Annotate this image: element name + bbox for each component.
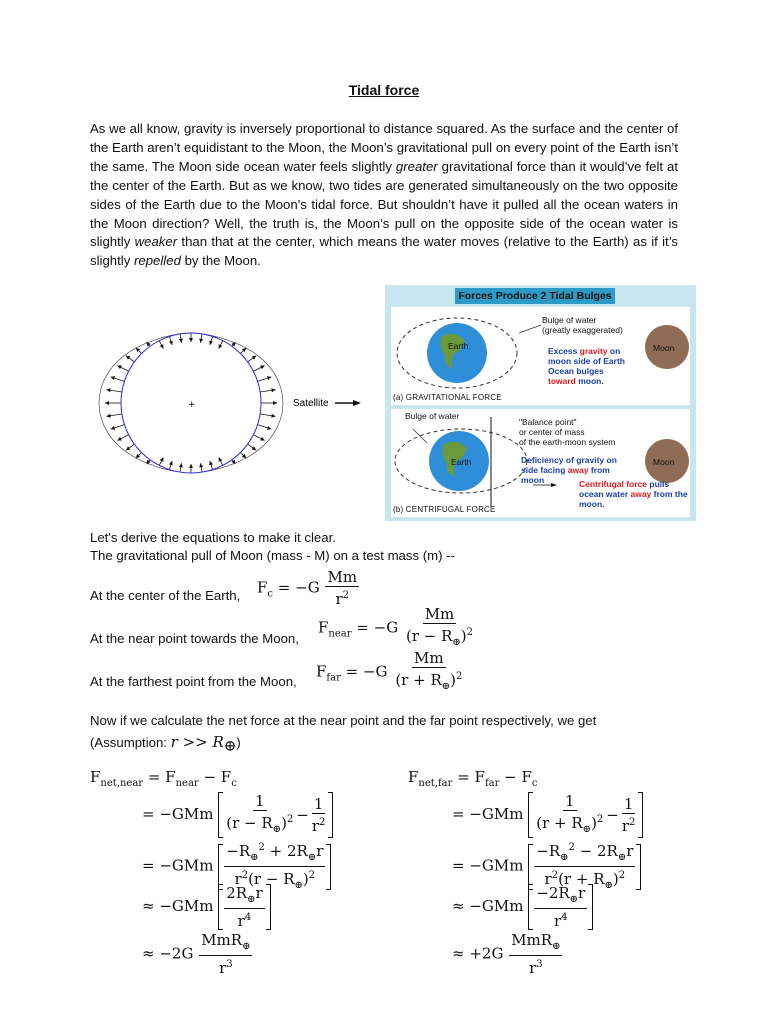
- tidal-arrowhead: [189, 338, 193, 342]
- caption-a: (a) GRAVITATIONAL FORCE: [393, 393, 502, 402]
- eq-f-near: $F_{near} = -G$ $\frac{Mm}{(r - R_\oplus)^2}$: [318, 605, 474, 648]
- tidal-arrowhead: [271, 388, 275, 392]
- tidal-arrowhead: [105, 401, 109, 405]
- tidal-arrowhead: [106, 414, 110, 418]
- panel-a-art: [391, 307, 690, 405]
- satellite-label: Satellite: [293, 398, 329, 409]
- tidal-arrowhead: [252, 356, 256, 360]
- panel-gravitational: [391, 307, 690, 405]
- label-far: At the farthest point from the Moon,: [90, 674, 297, 689]
- excess-gravity-text: Excess gravity on moon side of Earth Ocean bulges toward moon.: [548, 346, 625, 386]
- tidal-arrowhead: [179, 463, 183, 467]
- panel-centrifugal: [391, 409, 690, 517]
- tidal-bulges-figure: [385, 285, 696, 521]
- moon-label-a: Moon: [653, 343, 675, 353]
- tidal-arrowhead: [199, 339, 203, 343]
- eq-net-near-1: $F_{net,near} = F_{near} - F_c$: [90, 768, 237, 789]
- tidal-arrowhead: [189, 464, 193, 468]
- eq-net-near-4: ≈ −GMm $\frac{2R_\oplus r}{r^4}$: [142, 884, 271, 930]
- tidal-arrowhead: [252, 446, 256, 450]
- eq-net-near-2: = −GMm $\frac{1}{(r - R_\oplus)^2}$ − $\frac{1}{r^2}$: [142, 792, 333, 838]
- moon-label-b: Moon: [653, 457, 675, 467]
- eq-f-far: $F_{far} = -G$ $\frac{Mm}{(r + R_\oplus)^2}$: [316, 649, 463, 692]
- tidal-force-diagram: [95, 325, 385, 485]
- eq-net-near-5: ≈ −2G $\frac{MmR_\oplus}{r^3}$: [142, 931, 251, 977]
- label-near: At the near point towards the Moon,: [90, 631, 299, 646]
- earth-label-a: Earth: [448, 341, 469, 351]
- tidal-arrowhead: [179, 339, 183, 343]
- tidal-arrowhead: [273, 401, 277, 405]
- center-mark: +: [188, 400, 196, 410]
- intro-paragraph: As we all know, gravity is inversely proportional to distance squared. As the surface and the center of the Earth aren’t equidistant to the Moon, the Moon’s gravitational pull on every point of the Earth isn’t the same. The Moon side ocean water feels slightly greater gravitational force than it would’ve felt at the center of the Earth. But as we know, two tides are generated simultaneously on the two opposite sides of the Earth due to the Moon's tidal force. But shouldn’t have it pulled all the ocean waters in the Moon direction? Well, the truth is, the Moon’s pull on the opposite side of the ocean water is slightly weaker than that at the center, which means the water moves (relative to the Earth) as if it’s slightly repelled by the Moon.: [90, 121, 678, 269]
- assumption-text: (Assumption: $r >> R_\oplus$): [90, 733, 241, 755]
- tidal-arrowhead: [126, 446, 130, 450]
- eq-f-center: $F_c = -G$ $\frac{Mm}{r^2}$: [257, 568, 358, 608]
- eq-net-far-3: = −GMm $\frac{-R_\oplus^2 - 2R_\oplus r}{r^2(r + R_\oplus)^2}$: [452, 839, 641, 894]
- derive-intro: Let's derive the equations to make it clear.: [90, 530, 336, 545]
- tidal-arrowhead: [106, 388, 110, 392]
- eq-net-far-4: ≈ −GMm $\frac{-2R_\oplus r}{r^4}$: [452, 884, 593, 930]
- eq-net-far-1: $F_{net,far} = F_{far} - F_c$: [408, 768, 538, 789]
- caption-b: (b) CENTRIFUGAL FORCE: [393, 505, 496, 514]
- deficiency-text: Deficiency of gravity on side facing away from moon: [521, 455, 617, 485]
- label-center: At the center of the Earth,: [90, 588, 241, 603]
- tidal-arrowhead: [271, 414, 275, 418]
- bulge-label-a: Bulge of water (greatly exaggerated): [542, 315, 623, 335]
- page-title: Tidal force: [348, 82, 420, 98]
- centrifugal-text: Centrifugal force pulls ocean water away from the moon.: [579, 479, 688, 509]
- tidal-arrowhead: [199, 463, 203, 467]
- earth-label-b: Earth: [451, 457, 472, 467]
- earth-globe-a: [427, 323, 487, 383]
- eq-net-far-2: = −GMm $\frac{1}{(r + R_\oplus)^2}$ − $\frac{1}{r^2}$: [452, 792, 643, 838]
- satellite-arrowhead: [353, 400, 361, 406]
- balance-point-text: "Balance point" or center of mass of the earth-moon system: [519, 417, 616, 447]
- eq-net-near-3: = −GMm $\frac{-R_\oplus^2 + 2R_\oplus r}{r^2(r - R_\oplus)^2}$: [142, 839, 331, 894]
- net-force-text: Now if we calculate the net force at the near point and the far point respectively, we get: [90, 713, 597, 728]
- derive-gravitational-pull: The gravitational pull of Moon (mass - M) on a test mass (m) --: [90, 548, 455, 563]
- bulge-label-b: Bulge of water: [405, 411, 460, 421]
- tidal-arrowhead: [126, 356, 130, 360]
- eq-net-far-5: ≈ +2G $\frac{MmR_\oplus}{r^3}$: [452, 931, 561, 977]
- figure-header: Forces Produce 2 Tidal Bulges: [455, 288, 615, 304]
